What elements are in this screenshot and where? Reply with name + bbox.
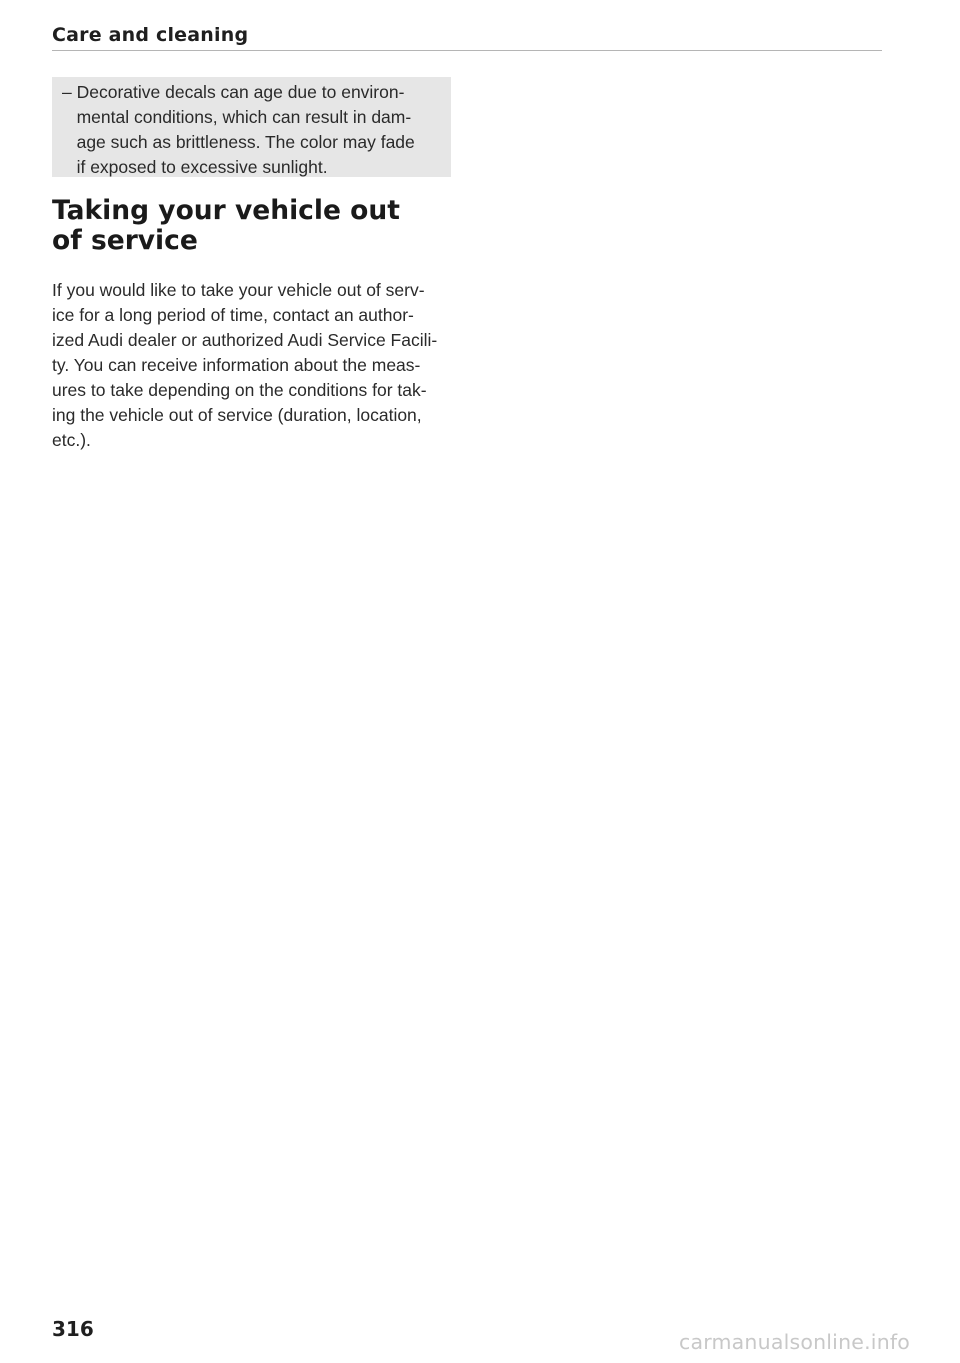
- watermark: carmanualsonline.info: [679, 1330, 911, 1354]
- section-title: Taking your vehicle out of service: [52, 195, 400, 256]
- header-rule: [52, 50, 882, 51]
- section-body: If you would like to take your vehicle out of serv- ice for a long period of time, contact an author- ized Audi dealer or authorized Audi Service Facili- ty. You can receive information about the meas- ures to take depending on the conditions for tak- ing the vehicle out of service (duration, location, etc.).: [52, 280, 438, 450]
- note-item: – Decorative decals can age due to environ- mental conditions, which can result in dam- age such as brittleness. The color may fade if exposed to excessive sunlight.: [62, 82, 415, 177]
- running-header: Care and cleaning: [52, 24, 249, 46]
- note-box: [52, 77, 451, 177]
- page-number: 316: [52, 1317, 94, 1341]
